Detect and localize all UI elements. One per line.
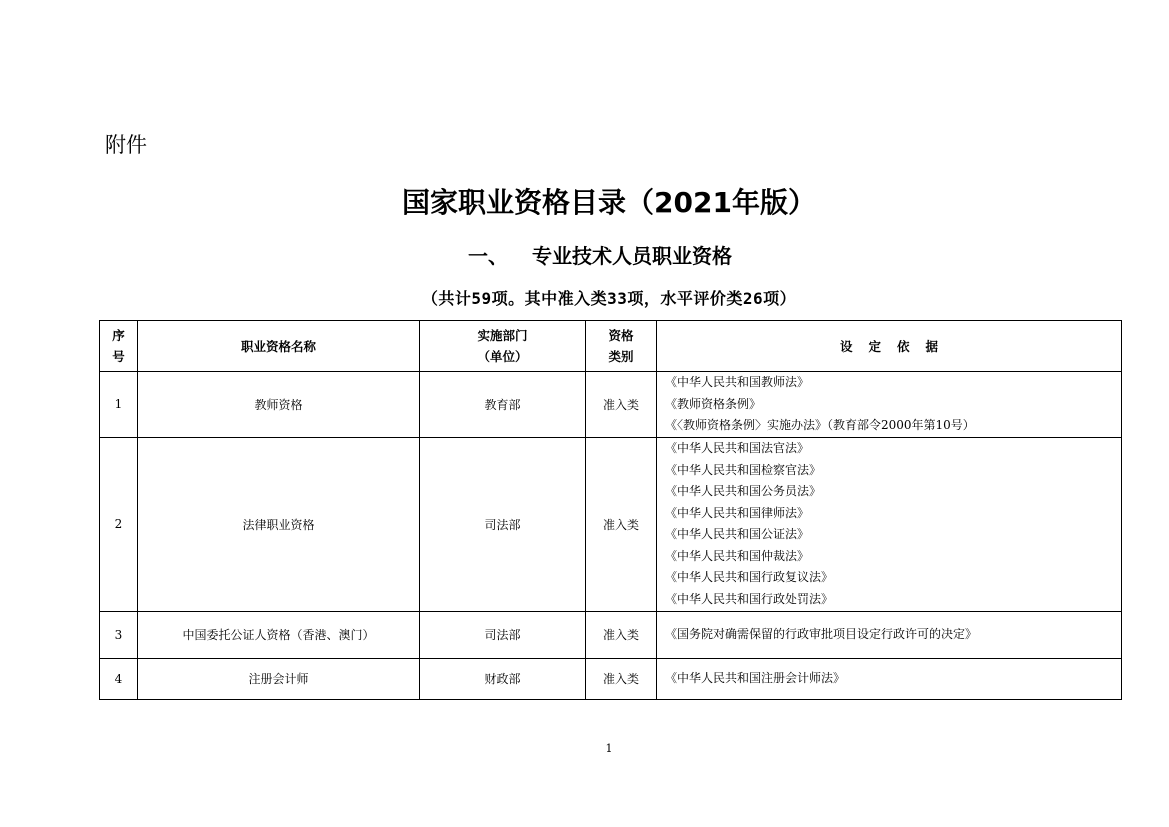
table-header-row [100,321,1122,372]
basis-item: 《中华人民共和国仲裁法》 [665,548,810,563]
cell-dept: 司法部 [420,437,586,611]
header-dept-line: （单位） [477,349,528,364]
cell-name: 注册会计师 [138,658,420,699]
basis-item: 《国务院对确需保留的行政审批项目设定行政许可的决定》 [665,626,978,641]
basis-item: 《中华人民共和国法官法》 [665,440,810,455]
table-row [100,372,1122,438]
header-name: 职业资格名称 [138,321,420,372]
cell-category: 准入类 [586,658,657,699]
table-row [100,658,1122,699]
cell-category: 准入类 [586,372,657,438]
header-category [586,321,657,372]
basis-item: 《中华人民共和国注册会计师法》 [665,670,846,685]
header-category-line: 类别 [608,349,634,364]
header-dept-line: 实施部门 [477,328,528,343]
cell-dept: 教育部 [420,372,586,438]
cell-dept: 财政部 [420,658,586,699]
cell-category: 准入类 [586,611,657,658]
section-heading [468,240,732,272]
cell-name: 法律职业资格 [138,437,420,611]
table-row [100,437,1122,611]
section-number: 一、 [468,244,508,268]
cell-basis [657,611,1122,658]
cell-dept: 司法部 [420,611,586,658]
basis-item: 《〈教师资格条例〉实施办法》（教育部令2000年第10号） [665,418,975,433]
attachment-label: 附件 [105,133,147,157]
basis-item: 《中华人民共和国公务员法》 [665,484,822,499]
section-summary: （共计59项。其中准入类33项，水平评价类26项） [421,289,797,308]
cell-basis [657,658,1122,699]
header-seq-line: 号 [112,349,125,364]
page-title: 国家职业资格目录（2021年版） [402,186,816,219]
cell-seq: 4 [100,658,138,699]
header-category-line: 资格 [608,328,634,343]
basis-item: 《中华人民共和国行政复议法》 [665,570,834,585]
header-seq-line: 序 [112,328,125,343]
qualification-table [99,320,1122,700]
cell-basis [657,437,1122,611]
basis-item: 《中华人民共和国教师法》 [665,375,810,389]
table-row [100,611,1122,658]
cell-name: 中国委托公证人资格（香港、澳门） [138,611,420,658]
cell-category: 准入类 [586,437,657,611]
cell-seq: 3 [100,611,138,658]
header-seq [100,321,138,372]
section-title: 专业技术人员职业资格 [532,244,732,268]
header-basis: 设定依据 [657,321,1122,372]
header-dept [420,321,586,372]
basis-item: 《中华人民共和国检察官法》 [665,462,822,477]
basis-item: 《中华人民共和国行政处罚法》 [665,592,834,607]
cell-basis [657,372,1122,438]
cell-name: 教师资格 [138,372,420,438]
basis-item: 《教师资格条例》 [665,396,762,411]
cell-seq: 2 [100,437,138,611]
basis-item: 《中华人民共和国公证法》 [665,527,810,542]
basis-item: 《中华人民共和国律师法》 [665,505,810,520]
page-number: 1 [605,742,613,755]
cell-seq: 1 [100,372,138,438]
